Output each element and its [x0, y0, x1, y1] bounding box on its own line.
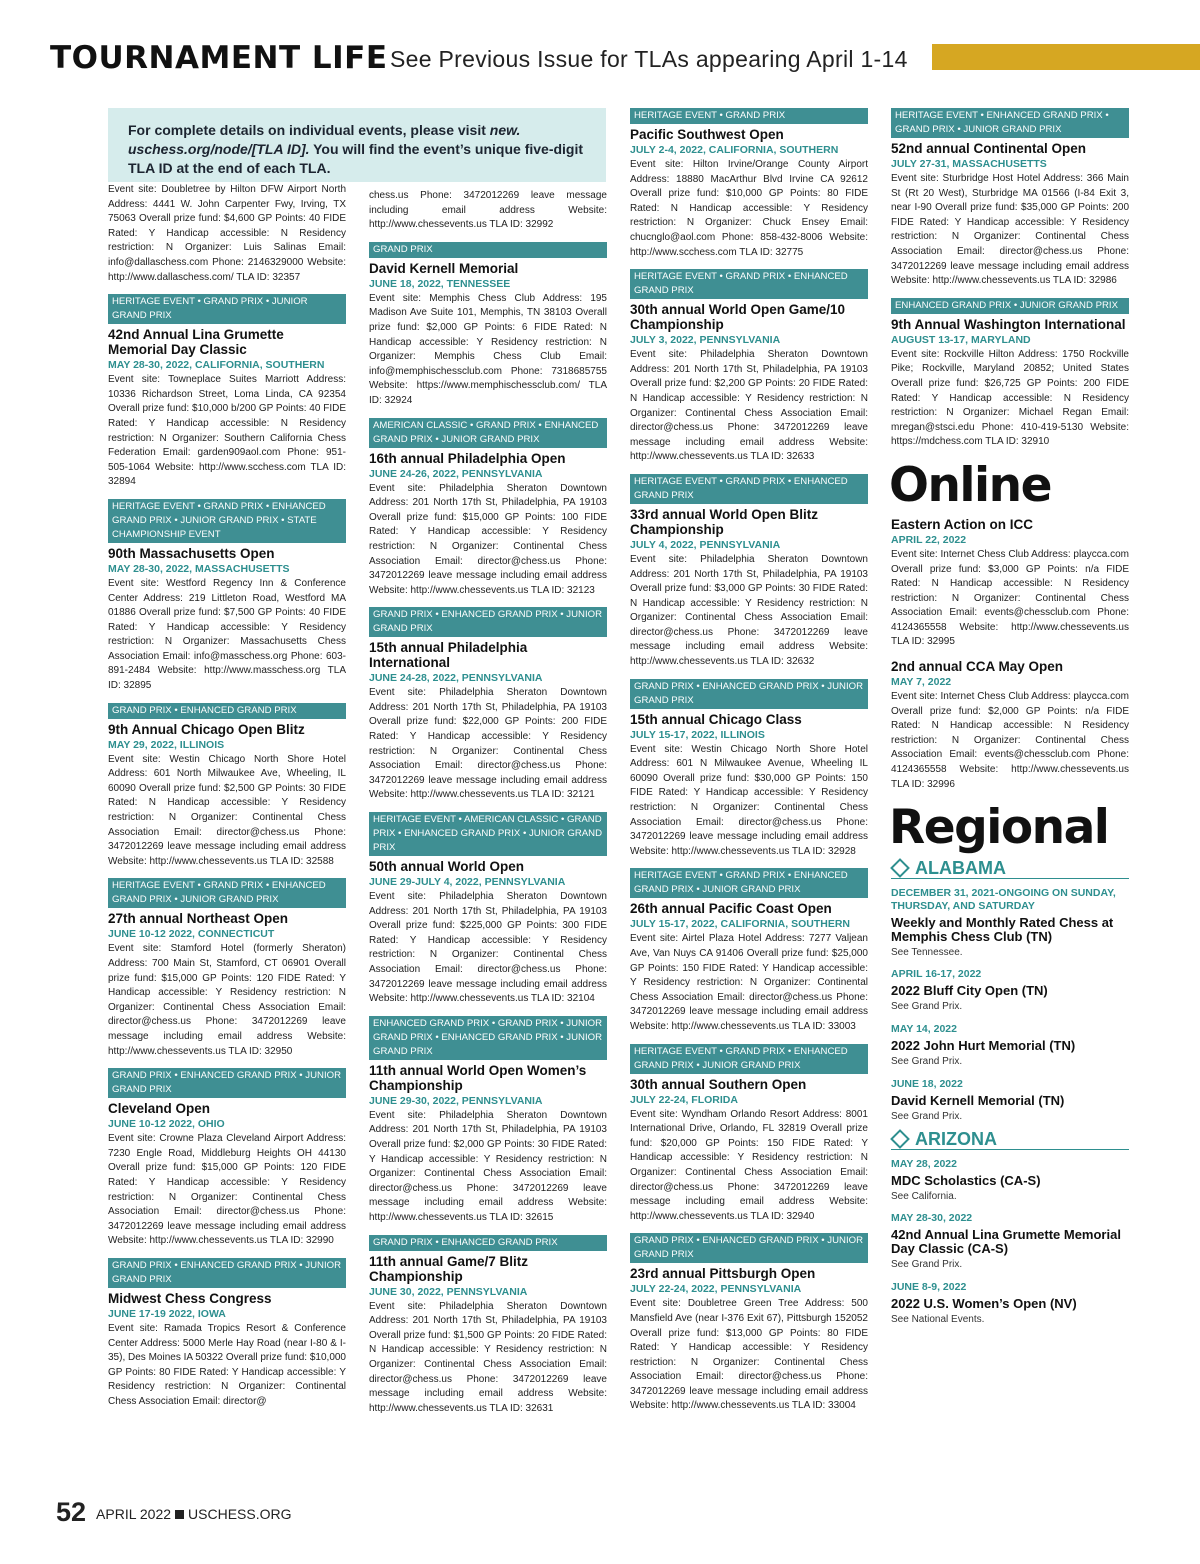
- event-name: Eastern Action on ICC: [891, 516, 1034, 532]
- event-listing: [891, 298, 1129, 450]
- event-name: 30th annual World Open Game/10 Championship: [630, 302, 846, 333]
- event-date: JUNE 17-19 2022, IOWA: [108, 1307, 226, 1320]
- column-4: [891, 108, 1129, 1336]
- event-listing: [891, 517, 1129, 650]
- event-list: [630, 108, 868, 1414]
- event-date: AUGUST 13-17, MARYLAND: [891, 333, 1031, 346]
- diamond-icon: [890, 858, 910, 878]
- regional-event-name: 2022 Bluff City Open (TN): [891, 983, 1048, 999]
- regional-event-name: 2022 U.S. Women’s Open (NV): [891, 1295, 1077, 1311]
- continued-text: chess.us Phone: 3472012269 leave message including email address Website: http://www.chessevents.us TLA ID: 32992: [369, 190, 607, 231]
- event-name: 26th annual Pacific Coast Open: [630, 901, 832, 917]
- event-category-tag: HERITAGE EVENT • AMERICAN CLASSIC • GRAND PRIX • ENHANCED GRAND PRIX • JUNIOR GRAND PRIX: [369, 812, 607, 856]
- event-category-tag: HERITAGE EVENT • GRAND PRIX • ENHANCED GRAND PRIX • JUNIOR GRAND PRIX • STATE CHAMPIONSHIP EVENT: [108, 499, 346, 543]
- regional-reference: See Grand Prix.: [891, 1056, 963, 1067]
- event-name: 90th Massachusetts Open: [108, 545, 275, 561]
- page-footer: [56, 1497, 292, 1528]
- regional-event-name: MDC Scholastics (CA-S): [891, 1172, 1041, 1188]
- event-name: Cleveland Open: [108, 1101, 211, 1117]
- event-details: Event site: Internet Chess Club Address: playcca.com Overall prize fund: $3,000 GP Points: n/a FIDE Rated: N Handicap accessible: N Residency restriction: N Organizer: Continental Chess Association Email: events@chessclub.com Phone: 4124365558 Website: http://www.chessevents.us TLA ID: 32995: [891, 548, 1129, 648]
- regional-reference: See Tennessee.: [891, 946, 963, 958]
- event-details: Event site: Airtel Plaza Hotel Address: 7277 Valjean Ave, Van Nuys CA 91406 Overall prize fund: $25,000 GP Points: 150 FIDE Rated: Y Handicap accessible: Y Residency restriction: N Organizer: Continental Chess Association Email: director@chess.us Phone: 3472012269 leave message including email address Website: http://www.chessevents.us TLA ID: 33003: [630, 933, 868, 1032]
- event-name: 50th annual World Open: [369, 859, 525, 875]
- event-category-tag: GRAND PRIX • ENHANCED GRAND PRIX • JUNIOR GRAND PRIX: [108, 1068, 346, 1098]
- event-date: JULY 27-31, MASSACHUSETTS: [891, 158, 1047, 170]
- event-category-tag: HERITAGE EVENT • GRAND PRIX: [630, 108, 868, 124]
- event-date: JUNE 10-12 2022, OHIO: [108, 1118, 225, 1131]
- event-listing: [369, 1016, 607, 1226]
- event-name: 11th annual World Open Women’s Championship: [369, 1062, 587, 1093]
- accent-bar: [932, 44, 1200, 70]
- site-name: USCHESS.ORG: [188, 1506, 292, 1522]
- event-name: 16th annual Philadelphia Open: [369, 450, 566, 466]
- regional-reference: See Grand Prix.: [891, 1110, 963, 1122]
- event-listing: [108, 294, 346, 490]
- online-heading: Online: [889, 457, 1051, 513]
- event-date: JUNE 24-26, 2022, PENNSYLVANIA: [369, 467, 543, 480]
- event-details: Event site: Doubletree Green Tree Address: 500 Mansfield Ave (near I-376 Exit 67), Pittsburgh 152052 Overall prize fund: $13,000 GP Points: 80 FIDE Rated: Y Handicap accessible: Y Residency restriction: N Organizer: Continental Chess Association Email: director@chess.us Phone: 3472012269 leave message including email address Website: http://www.chessevents.us TLA ID: 33004: [630, 1298, 868, 1412]
- diamond-icon: [890, 1129, 910, 1149]
- event-name: 15th annual Philadelphia International: [369, 640, 528, 671]
- event-listing: [108, 1258, 346, 1410]
- state-heading: [891, 1129, 1129, 1150]
- event-details: Event site: Crowne Plaza Cleveland Airport Address: 7230 Engle Road, Middleburg Heights OH 44130 Overall prize fund: $15,000 GP Points: 120 FIDE Rated: Y Handicap accessible: Y Residency restriction: N Organizer: Continental Chess Association Email: director@chess.us Phone: 3472012269 leave message including email address Website: http://www.chessevents.us TLA ID: 32990: [108, 1133, 346, 1247]
- event-category-tag: HERITAGE EVENT • GRAND PRIX • ENHANCED GRAND PRIX • JUNIOR GRAND PRIX: [630, 868, 868, 898]
- event-listing: [108, 703, 346, 870]
- event-details: Event site: Hilton Irvine/Orange County Airport Address: 18880 MacArthur Blvd Irvine CA 92612 Overall prize fund: $10,000 GP Points: 80 FIDE Rated: N Handicap accessible: Y Residency restriction: N Organizer: Chuck Ensey Email: chucnglo@aol.com Phone: 858-432-8006 Website: http://www.scchess.com TLA ID: 32775: [630, 159, 868, 258]
- event-category-tag: HERITAGE EVENT • GRAND PRIX • ENHANCED GRAND PRIX: [630, 269, 868, 299]
- intro-text-b: You will find the event’s unique five-digit TLA ID at the end of each TLA.: [128, 141, 584, 176]
- page-number: 52: [56, 1497, 87, 1527]
- intro-link[interactable]: new. uschess.org/node/[TLA ID].: [128, 122, 521, 157]
- event-listing: [108, 499, 346, 694]
- event-listing: [630, 1233, 868, 1414]
- event-list: [108, 294, 346, 1409]
- event-date: JULY 2-4, 2022, CALIFORNIA, SOUTHERN: [630, 144, 839, 156]
- regional-event-name: 42nd Annual Lina Grumette Memorial Day Classic (CA-S): [891, 1227, 1121, 1257]
- event-name: 23rd annual Pittsburgh Open: [630, 1266, 816, 1282]
- regional-event-name: Weekly and Monthly Rated Chess at Memphis Chess Club (TN): [891, 914, 1114, 944]
- event-list: [369, 242, 607, 1417]
- event-listing: [369, 607, 607, 803]
- event-list: [891, 108, 1129, 450]
- event-details: Event site: Philadelphia Sheraton Downtown Address: 201 North 17th St, Philadelphia, PA 19103 Overall prize fund: $1,500 GP Points: 20 FIDE Rated: N Handicap accessible: Y Residency restriction: N Organizer: Continental Chess Association Email: director@chess.us Phone: 3472012269 leave message including email address Website: http://www.chessevents.us TLA ID: 32631: [369, 1300, 607, 1414]
- page-header: [50, 40, 1200, 80]
- event-date: JULY 15-17, 2022, ILLINOIS: [630, 728, 765, 741]
- event-name: David Kernell Memorial: [369, 260, 519, 276]
- event-date: MAY 29, 2022, ILLINOIS: [108, 738, 225, 751]
- event-listing: [369, 242, 607, 409]
- event-category-tag: ENHANCED GRAND PRIX • JUNIOR GRAND PRIX: [891, 298, 1129, 314]
- event-listing: [630, 269, 868, 465]
- event-date: MAY 7, 2022: [891, 676, 952, 689]
- issue-date: APRIL 2022: [96, 1506, 172, 1522]
- event-details: Event site: Westford Regency Inn & Conference Center Address: 219 Littleton Road, Westford MA 01886 Overall prize fund: $7,500 GP Points: 40 FIDE Rated: Y Handicap accessible: Y Residency restriction: N Organizer: Massachusetts Chess Association Email: info@masschess.org Phone: 603-891-2484 Website: http://www.masschess.org TLA ID: 32895: [108, 577, 346, 692]
- event-date: JULY 22-24, 2022, PENNSYLVANIA: [630, 1283, 802, 1296]
- event-details: Event site: Ramada Tropics Resort & Conference Center Address: 5000 Merle Hay Road (near I-80 & I-35), Des Moines IA 50322 Overall prize fund: $10,000 GP Points: 80 FIDE Rated: Y Handicap accessible: Y Residency restriction: N Organizer: Continental Chess Association Email: director@: [108, 1322, 346, 1407]
- regional-reference: See National Events.: [891, 1313, 985, 1325]
- event-category-tag: HERITAGE EVENT • GRAND PRIX • ENHANCED GRAND PRIX • JUNIOR GRAND PRIX: [630, 1044, 868, 1074]
- event-details: Event site: Towneplace Suites Marriott Address: 10336 Richardson Street, Loma Linda, CA 92354 Overall prize fund: $10,000 b/200 GP Points: 40 FIDE Rated: Y Handicap accessible: N Residency restriction: N Organizer: Southern California Chess Federation Email: garden909aol.com Phone: 951-505-1064 Website: http://www.scchess.com TLA ID: 32894: [108, 374, 346, 488]
- event-date: APRIL 22, 2022: [891, 533, 967, 546]
- state-heading: [891, 858, 1129, 879]
- event-details: Event site: Rockville Hilton Address: 1750 Rockville Pike; Rockville, Maryland 20852; United States Overall prize fund: $26,725 GP Points: 200 FIDE Rated: Y Handicap accessible: N Residency restriction: N Organizer: Michael Regan Email: mregan@stsci.edu Phone: 410-419-5130 Website: https://mdchess.com TLA ID: 32910: [891, 348, 1129, 448]
- column-3: [630, 108, 868, 1423]
- regional-list: [891, 858, 1129, 1327]
- event-date: JUNE 30, 2022, PENNSYLVANIA: [369, 1285, 528, 1298]
- event-category-tag: ENHANCED GRAND PRIX • GRAND PRIX • JUNIOR GRAND PRIX • ENHANCED GRAND PRIX • JUNIOR GRAND PRIX: [369, 1016, 607, 1060]
- event-category-tag: GRAND PRIX • ENHANCED GRAND PRIX • JUNIOR GRAND PRIX: [369, 607, 607, 637]
- event-details: Event site: Philadelphia Sheraton Downtown Address: 201 North 17th St, Philadelphia, PA 19103 Overall prize fund: $22,000 GP Points: 200 FIDE Rated: Y Handicap accessible: Y Residency restriction: N Organizer: Continental Chess Association Email: director@chess.us Phone: 3472012269 leave message including email address Website: http://www.chessevents.us TLA ID: 32121: [369, 687, 607, 801]
- state-name: ALABAMA: [915, 858, 1006, 879]
- section-subtitle: See Previous Issue for TLAs appearing April 1-14: [390, 46, 908, 72]
- column-2: [369, 189, 607, 1425]
- event-date: JULY 22-24, FLORIDA: [630, 1093, 738, 1106]
- event-listing: [630, 679, 868, 860]
- event-name: 42nd Annual Lina Grumette Memorial Day Classic: [108, 327, 284, 358]
- event-category-tag: GRAND PRIX • ENHANCED GRAND PRIX • JUNIOR GRAND PRIX: [630, 679, 868, 709]
- event-details: Event site: Philadelphia Sheraton Downtown Address: 201 North 17th St, Philadelphia, PA 19103 Overall prize fund: $15,000 GP Points: 100 FIDE Rated: Y Handicap accessible: Y Residency restriction: N Organizer: Continental Chess Association Email: director@chess.us Phone: 3472012269 leave message including email address Website: http://www.chessevents.us TLA ID: 32123: [369, 482, 607, 596]
- event-listing: [108, 878, 346, 1059]
- regional-reference: See Grand Prix.: [891, 1259, 963, 1271]
- section-title: TOURNAMENT LIFE: [50, 40, 388, 76]
- event-category-tag: GRAND PRIX • ENHANCED GRAND PRIX • JUNIOR GRAND PRIX: [630, 1233, 868, 1263]
- event-name: Midwest Chess Congress: [108, 1290, 272, 1306]
- event-listing: [891, 659, 1129, 792]
- regional-date: MAY 28, 2022: [891, 1157, 957, 1170]
- event-name: 11th annual Game/7 Blitz Championship: [369, 1253, 529, 1284]
- event-listing: [630, 108, 868, 260]
- event-name: 27th annual Northeast Open: [108, 911, 289, 927]
- event-listing: [630, 474, 868, 670]
- regional-date: MAY 14, 2022: [891, 1023, 957, 1035]
- event-details: Event site: Philadelphia Sheraton Downtown Address: 201 North 17th St, Philadelphia, PA 19103 Overall prize fund: $2,000 GP Points: 30 FIDE Rated: Y Handicap accessible: Y Residency restriction: N Organizer: Continental Chess Association Email: director@chess.us Phone: 3472012269 leave message including email address Website: http://www.chessevents.us TLA ID: 32615: [369, 1109, 607, 1223]
- separator-square: [175, 1510, 184, 1519]
- event-date: JULY 3, 2022, PENNSYLVANIA: [630, 334, 781, 347]
- event-name: 9th Annual Washington International: [891, 316, 1126, 332]
- event-date: JUNE 29-JULY 4, 2022, PENNSYLVANIA: [369, 876, 566, 889]
- event-details: Event site: Philadelphia Sheraton Downtown Address: 201 North 17th St, Philadelphia, PA 19103 Overall prize fund: $3,000 GP Points: 30 FIDE Rated: N Handicap accessible: Y Residency restriction: N Organizer: Continental Chess Association Email: director@chess.us Phone: 3472012269 leave message including email address Website: http://www.chessevents.us TLA ID: 32632: [630, 553, 868, 668]
- event-details: Event site: Internet Chess Club Address: playcca.com Overall prize fund: $2,000 GP Points: n/a FIDE Rated: N Handicap accessible: N Residency restriction: N Organizer: Continental Chess Association Email: events@chessclub.com Phone: 4124365558 Website: http://www.chessevents.us TLA ID: 32996: [891, 691, 1129, 790]
- intro-box: [108, 108, 606, 182]
- event-listing: [630, 868, 868, 1034]
- event-listing: [630, 1044, 868, 1225]
- state-name: ARIZONA: [915, 1129, 997, 1150]
- event-details: Event site: Philadelphia Sheraton Downtown Address: 201 North 17th St, Philadelphia, PA 19103 Overall prize fund: $225,000 GP Points: 300 FIDE Rated: Y Handicap accessible: Y Residency restriction: N Organizer: Continental Chess Association Email: director@chess.us Phone: 3472012269 leave message including email address Website: http://www.chessevents.us TLA ID: 32104: [369, 891, 607, 1005]
- event-date: JUNE 29-30, 2022, PENNSYLVANIA: [369, 1094, 543, 1107]
- event-name: 2nd annual CCA May Open: [891, 659, 1064, 675]
- event-date: MAY 28-30, 2022, CALIFORNIA, SOUTHERN: [108, 359, 325, 372]
- event-date: JULY 15-17, 2022, CALIFORNIA, SOUTHERN: [630, 918, 850, 931]
- regional-date: DECEMBER 31, 2021-ONGOING ON SUNDAY, THURSDAY, AND SATURDAY: [891, 886, 1116, 912]
- event-name: 52nd annual Continental Open: [891, 141, 1087, 156]
- event-category-tag: GRAND PRIX • ENHANCED GRAND PRIX: [108, 703, 346, 719]
- event-category-tag: HERITAGE EVENT • ENHANCED GRAND PRIX • GRAND PRIX • JUNIOR GRAND PRIX: [891, 108, 1129, 138]
- event-category-tag: HERITAGE EVENT • GRAND PRIX • ENHANCED GRAND PRIX • JUNIOR GRAND PRIX: [108, 878, 346, 908]
- event-category-tag: GRAND PRIX • ENHANCED GRAND PRIX: [369, 1235, 607, 1251]
- event-details: Event site: Westin Chicago North Shore Hotel Address: 601 North Milwaukee Ave, Wheeling, IL 60090 Overall prize fund: $2,500 GP Points: 30 FIDE Rated: N Handicap accessible: Y Residency restriction: N Organizer: Continental Chess Association Email: director@chess.us Phone: 3472012269 leave message including email address Website: http://www.chessevents.us TLA ID: 32588: [108, 753, 346, 867]
- regional-reference: See California.: [891, 1190, 957, 1202]
- event-category-tag: AMERICAN CLASSIC • GRAND PRIX • ENHANCED GRAND PRIX • JUNIOR GRAND PRIX: [369, 418, 607, 448]
- regional-date: APRIL 16-17, 2022: [891, 968, 982, 981]
- event-name: 30th annual Southern Open: [630, 1076, 807, 1092]
- regional-date: JUNE 18, 2022: [891, 1077, 963, 1090]
- regional-heading: Regional: [889, 800, 1109, 856]
- event-details: Event site: Memphis Chess Club Address: 195 Madison Ave Suite 101, Memphis, TN 38103 Overall prize fund: $2,000 GP Points: 6 FIDE Rated: N Handicap accessible: Y Residency restriction: N Organizer: Memphis Chess Club Email: info@memphischessclub.com Phone: 7318685755 Website: https://www.memphischessclub.com/ TLA ID: 32924: [369, 292, 607, 406]
- event-date: JUNE 18, 2022, TENNESSEE: [369, 277, 511, 290]
- online-list: [891, 517, 1129, 792]
- intro-text-a: For complete details on individual events, please visit: [128, 122, 490, 138]
- event-name: 33rd annual World Open Blitz Championship: [630, 506, 819, 537]
- event-name: 15th annual Chicago Class: [630, 711, 802, 727]
- event-listing: [369, 1235, 607, 1417]
- event-listing: [369, 812, 607, 1007]
- event-name: Pacific Southwest Open: [630, 127, 784, 142]
- event-category-tag: HERITAGE EVENT • GRAND PRIX • JUNIOR GRAND PRIX: [108, 294, 346, 324]
- event-details: Event site: Westin Chicago North Shore Hotel Address: 601 N Milwaukee Avenue, Wheeling IL 60090 Overall prize fund: $30,000 GP Points: 150 FIDE Rated: Y Handicap accessible: Y Residency restriction: N Organizer: Continental Chess Association Email: director@chess.us Phone: 3472012269 leave message including email address Website: http://www.chessevents.us TLA ID: 32928: [630, 743, 868, 857]
- event-listing: [108, 1068, 346, 1249]
- regional-date: JUNE 8-9, 2022: [891, 1280, 967, 1293]
- event-details: Event site: Philadelphia Sheraton Downtown Address: 201 North 17th St, Philadelphia, PA 19103 Overall prize fund: $2,200 GP Points: 20 FIDE Rated: N Handicap accessible: Y Residency restriction: N Organizer: Continental Chess Association Email: director@chess.us Phone: 3472012269 leave message including email address Website: http://www.chessevents.us TLA ID: 32633: [630, 349, 868, 463]
- continued-text: Event site: Doubletree by Hilton DFW Airport North Address: 4441 W. John Carpenter Fwy, Irving, TX 75063 Overall prize fund: $4,600 GP Points: 40 FIDE Rated: Y Handicap accessible: N Residency restriction: N Organizer: Luis Salinas Email: info@dallaschess.com Phone: 2146329000 Website: http://www.dallaschess.com/ TLA ID: 32357: [108, 184, 346, 283]
- event-category-tag: HERITAGE EVENT • GRAND PRIX • ENHANCED GRAND PRIX: [630, 474, 868, 504]
- event-details: Event site: Sturbridge Host Hotel Address: 366 Main St (Rt 20 West), Sturbridge MA 01566 (I-84 Exit 3, near I-90 Overall prize fund: $35,000 GP Points: 200 FIDE Rated: Y Handicap accessible: Y Residency restriction: N Organizer: Continental Chess Association Email: director@chess.us Phone: 3472012269 leave message including email address Website: http://www.chessevents.us TLA ID: 32986: [891, 173, 1129, 287]
- event-date: JUNE 24-28, 2022, PENNSYLVANIA: [369, 672, 543, 685]
- event-listing: [369, 418, 607, 599]
- event-name: 9th Annual Chicago Open Blitz: [108, 721, 305, 737]
- event-listing: [891, 108, 1129, 289]
- event-category-tag: GRAND PRIX: [369, 242, 607, 258]
- event-category-tag: GRAND PRIX • ENHANCED GRAND PRIX • JUNIOR GRAND PRIX: [108, 1258, 346, 1288]
- regional-reference: See Grand Prix.: [891, 1001, 963, 1013]
- regional-event-name: 2022 John Hurt Memorial (TN): [891, 1038, 1076, 1053]
- event-details: Event site: Stamford Hotel (formerly Sheraton) Address: 700 Main St, Stamford, CT 06901 Overall prize fund: $15,000 GP Points: 120 FIDE Rated: Y Handicap accessible: Y Residency restriction: N Organizer: Continental Chess Association Email: director@chess.us Phone: 3472012269 leave message including email address Website: http://www.chessevents.us TLA ID: 32950: [108, 943, 346, 1057]
- event-date: MAY 28-30, 2022, MASSACHUSETTS: [108, 562, 290, 575]
- event-details: Event site: Wyndham Orlando Resort Address: 8001 International Drive, Orlando, FL 32819 Overall prize fund: $20,000 GP Points: 150 FIDE Rated: Y Handicap accessible: Y Residency restriction: N Organizer: Continental Chess Association Email: director@chess.us Phone: 3472012269 leave message including email address Website: http://www.chessevents.us TLA ID: 32940: [630, 1108, 868, 1222]
- column-1: [108, 183, 346, 1418]
- event-date: JUNE 10-12 2022, CONNECTICUT: [108, 928, 275, 941]
- regional-event-name: David Kernell Memorial (TN): [891, 1092, 1065, 1108]
- regional-date: MAY 28-30, 2022: [891, 1212, 973, 1225]
- event-date: JULY 4, 2022, PENNSYLVANIA: [630, 538, 781, 551]
